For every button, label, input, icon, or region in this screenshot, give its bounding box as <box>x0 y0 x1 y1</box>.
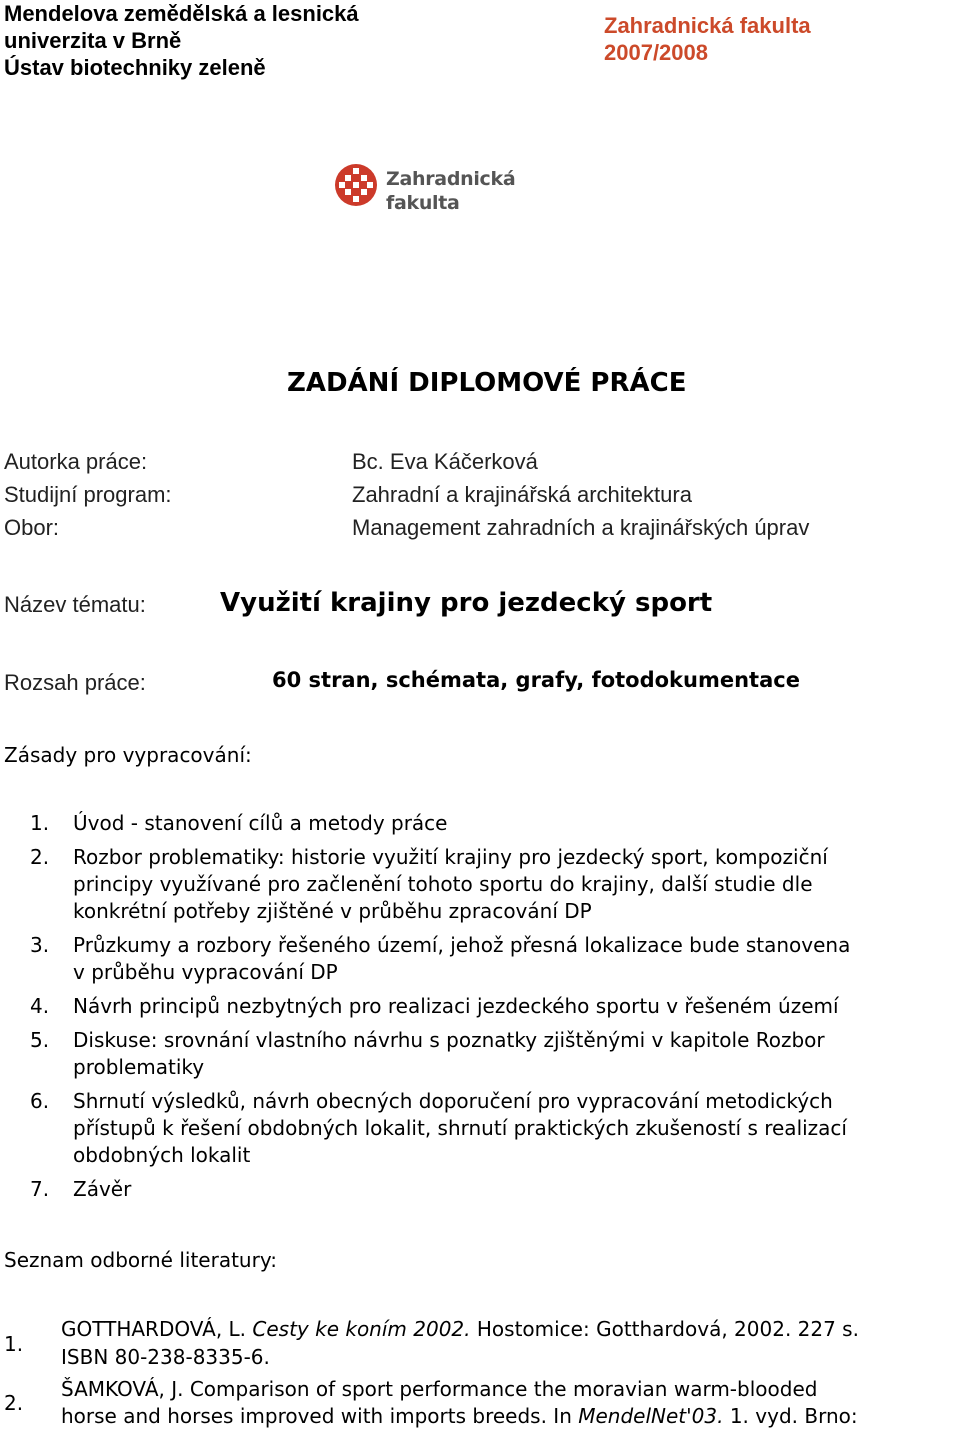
reference-2-line-2 <box>61 1402 858 1429</box>
topic-value: Využití krajiny pro jezdecký sport <box>220 588 713 618</box>
author-value: Bc. Eva Káčerková <box>352 449 538 474</box>
list-item-text <box>73 993 953 1020</box>
list-item-line: problematiky <box>73 1055 205 1079</box>
list-item-number: 4. <box>30 994 50 1018</box>
list-item-line: konkrétní potřeby zjištěné v průběhu zpracování DP <box>73 899 592 923</box>
university-line-2: univerzita v Brně <box>4 28 182 53</box>
reference-2-number: 2. <box>4 1391 24 1415</box>
list-item-number: 1. <box>30 811 50 835</box>
faculty-header <box>604 12 811 66</box>
list-item <box>0 1088 960 1169</box>
reference-1-line-2: ISBN 80-238-8335-6. <box>61 1345 270 1369</box>
list-item-text <box>73 844 953 925</box>
principles-list <box>0 810 960 1210</box>
list-item-number: 7. <box>30 1177 50 1201</box>
reference-2-text: horse and horses improved with imports breeds. In <box>61 1404 579 1428</box>
reference-1-publisher: Hostomice: Gotthardová, 2002. 227 s. <box>470 1317 859 1341</box>
list-item <box>0 1176 960 1203</box>
list-item-line: Průzkumy a rozbory řešeného území, jehož přesná lokalizace bude stanovena <box>73 933 851 957</box>
list-item-line: principy využívané pro začlenění tohoto sportu do krajiny, další studie dle <box>73 872 813 896</box>
list-item <box>0 993 960 1020</box>
list-item-line: Návrh principů nezbytných pro realizaci jezdeckého sportu v řešeném území <box>73 994 839 1018</box>
list-item-line: Shrnutí výsledků, návrh obecných doporučení pro vypracování metodických <box>73 1089 833 1113</box>
university-header <box>4 0 359 81</box>
academic-year: 2007/2008 <box>604 40 708 65</box>
list-item <box>0 1027 960 1081</box>
list-item-number: 2. <box>30 845 50 869</box>
list-item-line: obdobných lokalit <box>73 1143 251 1167</box>
faculty-logo-icon <box>333 162 379 208</box>
list-item-line: Diskuse: srovnání vlastního návrhu s poznatky zjištěnými v kapitole Rozbor <box>73 1028 825 1052</box>
reference-1-line-1 <box>61 1315 859 1343</box>
list-item-line: Závěr <box>73 1177 132 1201</box>
department-line: Ústav biotechniky zeleně <box>4 55 266 80</box>
list-item-text <box>73 1176 953 1203</box>
topic-label: Název tématu: <box>4 592 146 617</box>
list-item-line: přístupů k řešení obdobných lokalit, shrnutí praktických zkušeností s realizací <box>73 1116 847 1140</box>
author-label: Autorka práce: <box>4 449 148 474</box>
logo-line-1: Zahradnická <box>386 168 516 190</box>
document-title: ZADÁNÍ DIPLOMOVÉ PRÁCE <box>287 368 687 398</box>
list-item-text <box>73 1027 953 1081</box>
logo-line-2: fakulta <box>386 192 460 214</box>
range-label: Rozsah práce: <box>4 670 146 695</box>
list-item-text <box>73 932 953 986</box>
reference-1-title: Cesty ke koním 2002. <box>252 1317 471 1341</box>
reference-1-author: GOTTHARDOVÁ, L. <box>61 1317 253 1341</box>
university-line-1: Mendelova zemědělská a lesnická <box>4 1 359 26</box>
faculty-logo <box>333 158 523 220</box>
list-item-line: v průběhu vypracování DP <box>73 960 338 984</box>
program-label: Studijní program: <box>4 482 172 507</box>
faculty-name: Zahradnická fakulta <box>604 13 811 38</box>
reference-2-line-1: ŠAMKOVÁ, J. Comparison of sport performance the moravian warm-blooded <box>61 1377 818 1401</box>
list-item-number: 3. <box>30 933 50 957</box>
principles-heading: Zásady pro vypracování: <box>4 743 252 767</box>
list-item-number: 6. <box>30 1089 50 1113</box>
list-item <box>0 932 960 986</box>
reference-1-number: 1. <box>4 1332 24 1356</box>
list-item <box>0 810 960 837</box>
list-item-line: Rozbor problematiky: historie využití krajiny pro jezdecký sport, kompoziční <box>73 845 828 869</box>
list-item-number: 5. <box>30 1028 50 1052</box>
program-value: Zahradní a krajinářská architektura <box>352 482 692 507</box>
list-item-line: Úvod - stanovení cílů a metody práce <box>73 811 448 835</box>
list-item <box>0 844 960 925</box>
reference-2-edition: 1. vyd. Brno: <box>723 1404 858 1428</box>
field-label: Obor: <box>4 515 60 540</box>
reference-2-journal: MendelNet'03. <box>578 1404 724 1428</box>
logo-wordmark <box>386 167 515 215</box>
list-item-text <box>73 810 953 837</box>
field-value: Management zahradních a krajinářských úprav <box>352 515 810 540</box>
list-item-text <box>73 1088 953 1169</box>
literature-heading: Seznam odborné literatury: <box>4 1248 277 1272</box>
range-value: 60 stran, schémata, grafy, fotodokumentace <box>272 668 800 692</box>
